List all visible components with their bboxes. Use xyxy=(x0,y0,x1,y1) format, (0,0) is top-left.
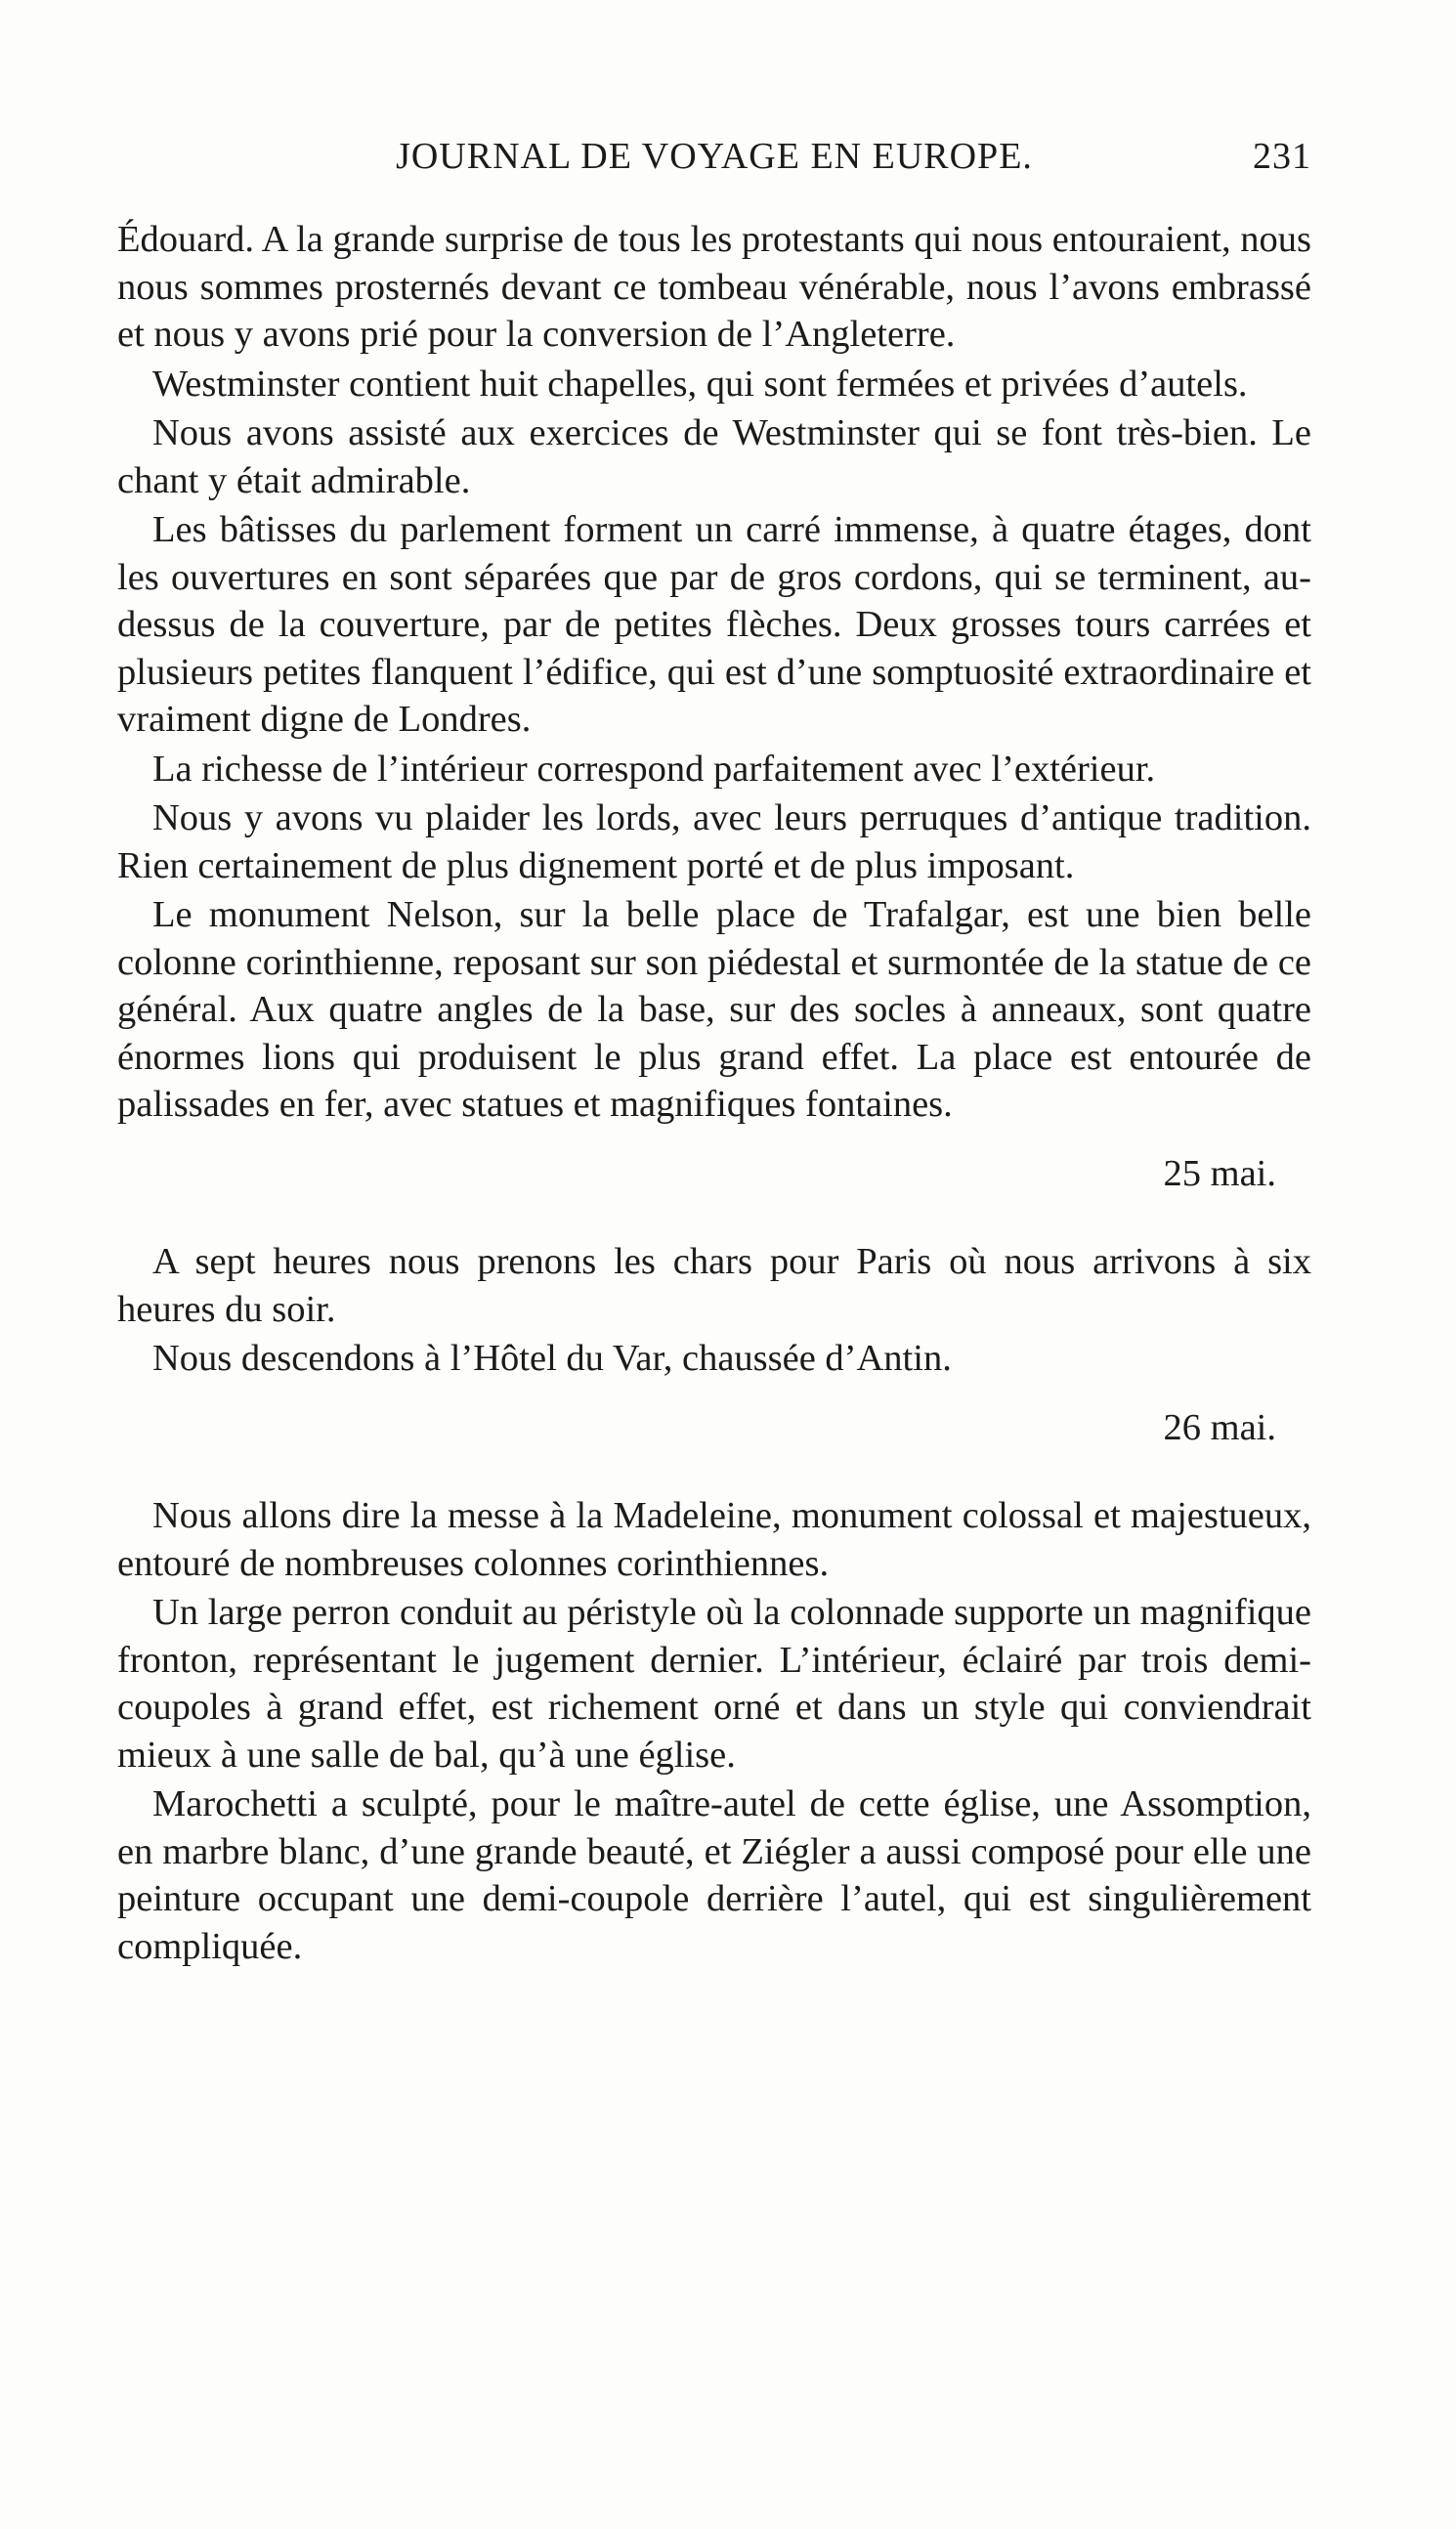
paragraph: Westminster contient huit chapelles, qui sont fermées et privées d’autels. xyxy=(152,363,1248,405)
page-number: 231 xyxy=(1253,136,1311,177)
body-text xyxy=(117,216,1311,1972)
paragraph: Nous avons assisté aux exercices de Westminster qui se font très-bien. Le chant y était admirable. xyxy=(117,412,1311,501)
paragraph: Nous y avons vu plaider les lords, avec leurs perruques d’antique tradition. Rien certainement de plus dignement porté et de plus imposant. xyxy=(117,797,1311,886)
paragraph: Les bâtisses du parlement forment un carré immense, à quatre étages, dont les ouvertures en sont séparées que par de gros cordons, qui se terminent, au-dessus de la couverture, par de petites flèches. Deux grosses tours carrées et plusieurs petites flanquent l’édifice, qui est d’une somptuosité extraordinaire et vraiment digne de Londres. xyxy=(117,509,1311,740)
paragraph: Marochetti a sculpté, pour le maître-autel de cette église, une Assomption, en marbre blanc, d’une grande beauté, et Ziégler a aussi composé pour elle une peinture occupant une demi-coupole derrière l’autel, qui est singulièrement compliquée. xyxy=(117,1783,1311,1967)
date-heading: 25 mai. xyxy=(1163,1152,1276,1194)
paragraph: Le monument Nelson, sur la belle place de Trafalgar, est une bien belle colonne corinthienne, reposant sur son piédestal et surmontée de la statue de ce général. Aux quatre angles de la base, sur des socles à anneaux, sont quatre énormes lions qui produisent le plus grand effet. La place est entourée de palissades en fer, avec statues et magnifiques fontaines. xyxy=(117,894,1311,1125)
paragraph: La richesse de l’intérieur correspond parfaitement avec l’extérieur. xyxy=(152,748,1156,790)
running-title: JOURNAL DE VOYAGE EN EUROPE. xyxy=(396,136,1033,177)
paragraph: Édouard. A la grande surprise de tous les protestants qui nous entouraient, nous nous sommes prosternés devant ce tombeau vénérable, nous l’avons embrassé et nous y avons prié pour la conversion de l’Angleterre. xyxy=(117,219,1311,355)
paragraph: A sept heures nous prenons les chars pour Paris où nous arrivons à six heures du soir. xyxy=(117,1241,1311,1330)
paragraph: Nous allons dire la messe à la Madeleine, monument colossal et majestueux, entouré de nombreuses colonnes corinthiennes. xyxy=(117,1495,1311,1584)
page-header xyxy=(117,135,1311,184)
paragraph: Nous descendons à l’Hôtel du Var, chaussée d’Antin. xyxy=(152,1338,952,1379)
date-heading: 26 mai. xyxy=(1163,1406,1276,1448)
paragraph: Un large perron conduit au péristyle où la colonnade supporte un magnifique fronton, représentant le jugement dernier. L’intérieur, éclairé par trois demi-coupoles à grand effet, est richement orné et dans un style qui conviendrait mieux à une salle de bal, qu’à une église. xyxy=(117,1592,1311,1776)
